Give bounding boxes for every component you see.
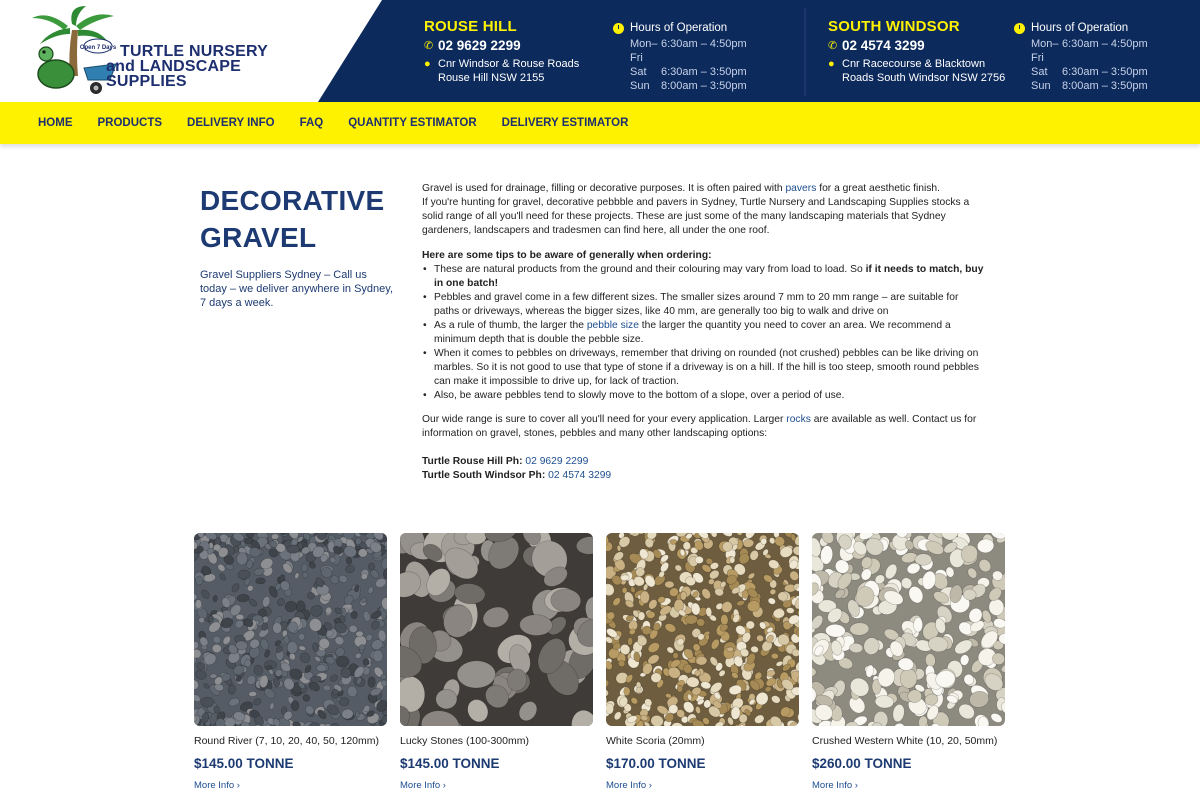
clock-icon xyxy=(613,23,624,34)
product-name[interactable]: Crushed Western White (10, 20, 50mm) xyxy=(812,735,998,747)
logo-line-2: and LANDSCAPE SUPPLIES xyxy=(106,58,242,90)
product-image[interactable] xyxy=(400,533,593,726)
contact-rouse-hill: Turtle Rouse Hill Ph: 02 9629 2299 xyxy=(422,456,589,467)
nav-delivery-info[interactable]: DELIVERY INFO xyxy=(187,117,275,129)
tips-heading: Here are some tips to be aware of generally when ordering: xyxy=(422,250,712,261)
contact-south-windsor: Turtle South Windsor Ph: 02 4574 3299 xyxy=(422,470,612,481)
list-item: • Also, be aware pebbles tend to slowly move to the bottom of a slope, over a period of use. xyxy=(434,389,984,403)
hours-south-windsor xyxy=(1014,22,1148,93)
gravel-texture-image xyxy=(606,533,799,726)
list-item: • These are natural products from the ground and their colouring may vary from load to load. So if it needs to match, buy in one batch! xyxy=(434,263,984,291)
main-nav xyxy=(0,102,1200,144)
logo-line-1: TURTLE NURSERY xyxy=(120,43,268,60)
address-line-2: Roads South Windsor NSW 2756 xyxy=(842,72,1006,84)
hours-day: Mon–Fri xyxy=(630,38,658,64)
product-image[interactable] xyxy=(194,533,387,726)
product-price: $145.00 TONNE xyxy=(194,756,294,771)
contact-phone-link[interactable]: 02 4574 3299 xyxy=(548,470,612,481)
more-info-link[interactable]: More Info › xyxy=(400,780,446,791)
nav-faq[interactable]: FAQ xyxy=(299,117,324,129)
hours-title: Hours of Operation xyxy=(630,22,728,34)
gravel-texture-image xyxy=(194,533,387,726)
location-name: ROUSE HILL xyxy=(424,18,517,35)
hours-day: Sun xyxy=(630,80,650,92)
hours-row xyxy=(613,37,747,65)
hours-time: 6:30am – 4:50pm xyxy=(661,38,747,50)
gravel-texture-image xyxy=(812,533,1005,726)
hours-time: 8:00am – 3:50pm xyxy=(1062,80,1148,92)
logo-wordmark xyxy=(106,43,318,90)
location-phone[interactable] xyxy=(424,38,579,53)
site-logo[interactable] xyxy=(28,4,318,98)
page-title xyxy=(200,182,400,256)
content-body xyxy=(422,182,984,483)
clock-icon xyxy=(1014,23,1025,34)
list-item: • When it comes to pebbles on driveways, remember that driving on rounded (not crushed) pebbles can be like driving on marbles. So it is not good to use that type of stone if a driveway is on a hill. If the hill is too steep, smooth round pebbles can make it impossible to drive up, for lack of traction. xyxy=(434,347,984,389)
rocks-link[interactable]: rocks xyxy=(786,414,811,425)
hours-row xyxy=(1014,37,1148,65)
hours-row xyxy=(1014,65,1148,79)
more-info-link[interactable]: More Info › xyxy=(606,780,652,791)
product-card[interactable] xyxy=(606,533,799,791)
location-south-windsor xyxy=(828,18,1005,85)
hours-day: Sat xyxy=(1031,66,1048,78)
product-name[interactable]: White Scoria (20mm) xyxy=(606,735,705,747)
map-pin-icon: ● xyxy=(828,58,835,70)
map-pin-icon: ● xyxy=(424,58,431,70)
hours-row xyxy=(1014,79,1148,93)
address-line-1: Cnr Racecourse & Blacktown xyxy=(842,58,986,70)
product-price: $260.00 TONNE xyxy=(812,756,912,771)
page-title-line-2: GRAVEL xyxy=(200,222,317,253)
hours-day: Sun xyxy=(1031,80,1051,92)
list-item: • Pebbles and gravel come in a few different sizes. The smaller sizes around 7 mm to 20 mm range – are suitable for paths or driveways, whereas the bigger sizes, like 40 mm, are generally too big to walk and drive on xyxy=(434,291,984,319)
intro-paragraph-2: If you're hunting for gravel, decorative pebbble and pavers in Sydney, Turtle Nursery and Landscaping Supplies stocks a solid range of all you'll need for these projects. These are just some of the many landscaping materials that Sydney gardeners, landscapers and tradesmen can find here, all under the one roof. xyxy=(422,197,970,236)
phone-icon: ✆ xyxy=(424,40,434,52)
location-phone[interactable] xyxy=(828,38,1005,53)
side-tagline: Gravel Suppliers Sydney – Call us today – we deliver anywhere in Sydney, 7 days a week. xyxy=(200,269,394,309)
list-item: • As a rule of thumb, the larger the pebble size the larger the quantity you need to cover an area. We recommend a minimum depth that is double the pebble size. xyxy=(434,319,984,347)
phone-number[interactable]: 02 4574 3299 xyxy=(842,38,925,53)
product-image[interactable] xyxy=(606,533,799,726)
hours-day: Sat xyxy=(630,66,647,78)
address-line-1: Cnr Windsor & Rouse Roads xyxy=(438,58,580,70)
location-name: SOUTH WINDSOR xyxy=(828,18,960,35)
intro-paragraph-1: Gravel is used for drainage, filling or decorative purposes. It is often paired with pavers for a great aesthetic finish. xyxy=(422,183,940,194)
product-name[interactable]: Round River (7, 10, 20, 40, 50, 120mm) xyxy=(194,735,380,747)
contact-phone-link[interactable]: 02 9629 2299 xyxy=(525,456,589,467)
pebble-size-link[interactable]: pebble size xyxy=(586,320,639,331)
phone-icon: ✆ xyxy=(828,40,838,52)
site-header xyxy=(0,0,1200,102)
more-info-link[interactable]: More Info › xyxy=(194,780,240,791)
phone-number[interactable]: 02 9629 2299 xyxy=(438,38,521,53)
nav-delivery-estimator[interactable]: DELIVERY ESTIMATOR xyxy=(501,117,629,129)
location-rouse-hill xyxy=(424,18,579,85)
nav-home[interactable]: HOME xyxy=(38,117,73,129)
location-address xyxy=(424,57,579,85)
page-title-line-1: DECORATIVE xyxy=(200,185,385,216)
hours-time: 6:30am – 4:50pm xyxy=(1062,38,1148,50)
hours-time: 8:00am – 3:50pm xyxy=(661,80,747,92)
pavers-link[interactable]: pavers xyxy=(785,183,817,194)
product-card[interactable] xyxy=(812,533,1005,791)
product-name[interactable]: Lucky Stones (100-300mm) xyxy=(400,735,529,747)
more-info-link[interactable]: More Info › xyxy=(812,780,858,791)
hours-row xyxy=(613,79,747,93)
outro-paragraph: Our wide range is sure to cover all you'll need for your every application. Larger rocks are available as well. Contact us for information on gravel, stones, pebbles and many other landscaping options: xyxy=(422,414,977,439)
product-grid xyxy=(194,533,1006,791)
hours-time: 6:30am – 3:50pm xyxy=(661,66,747,78)
product-price: $145.00 TONNE xyxy=(400,756,500,771)
tips-list xyxy=(434,263,984,403)
hours-day: Mon–Fri xyxy=(1031,38,1059,64)
hours-title: Hours of Operation xyxy=(1031,22,1129,34)
product-price: $170.00 TONNE xyxy=(606,756,706,771)
open-7-days-badge: Open 7 Days xyxy=(79,45,117,51)
hours-rouse-hill xyxy=(613,22,747,93)
gravel-texture-image xyxy=(400,533,593,726)
nav-quantity-estimator[interactable]: QUANTITY ESTIMATOR xyxy=(348,117,477,129)
product-card[interactable] xyxy=(194,533,387,791)
hours-time: 6:30am – 3:50pm xyxy=(1062,66,1148,78)
product-card[interactable] xyxy=(400,533,593,791)
hours-row xyxy=(613,65,747,79)
location-address xyxy=(828,57,1005,85)
nav-products[interactable]: PRODUCTS xyxy=(97,117,163,129)
product-image[interactable] xyxy=(812,533,1005,726)
address-line-2: Rouse Hill NSW 2155 xyxy=(438,72,545,84)
